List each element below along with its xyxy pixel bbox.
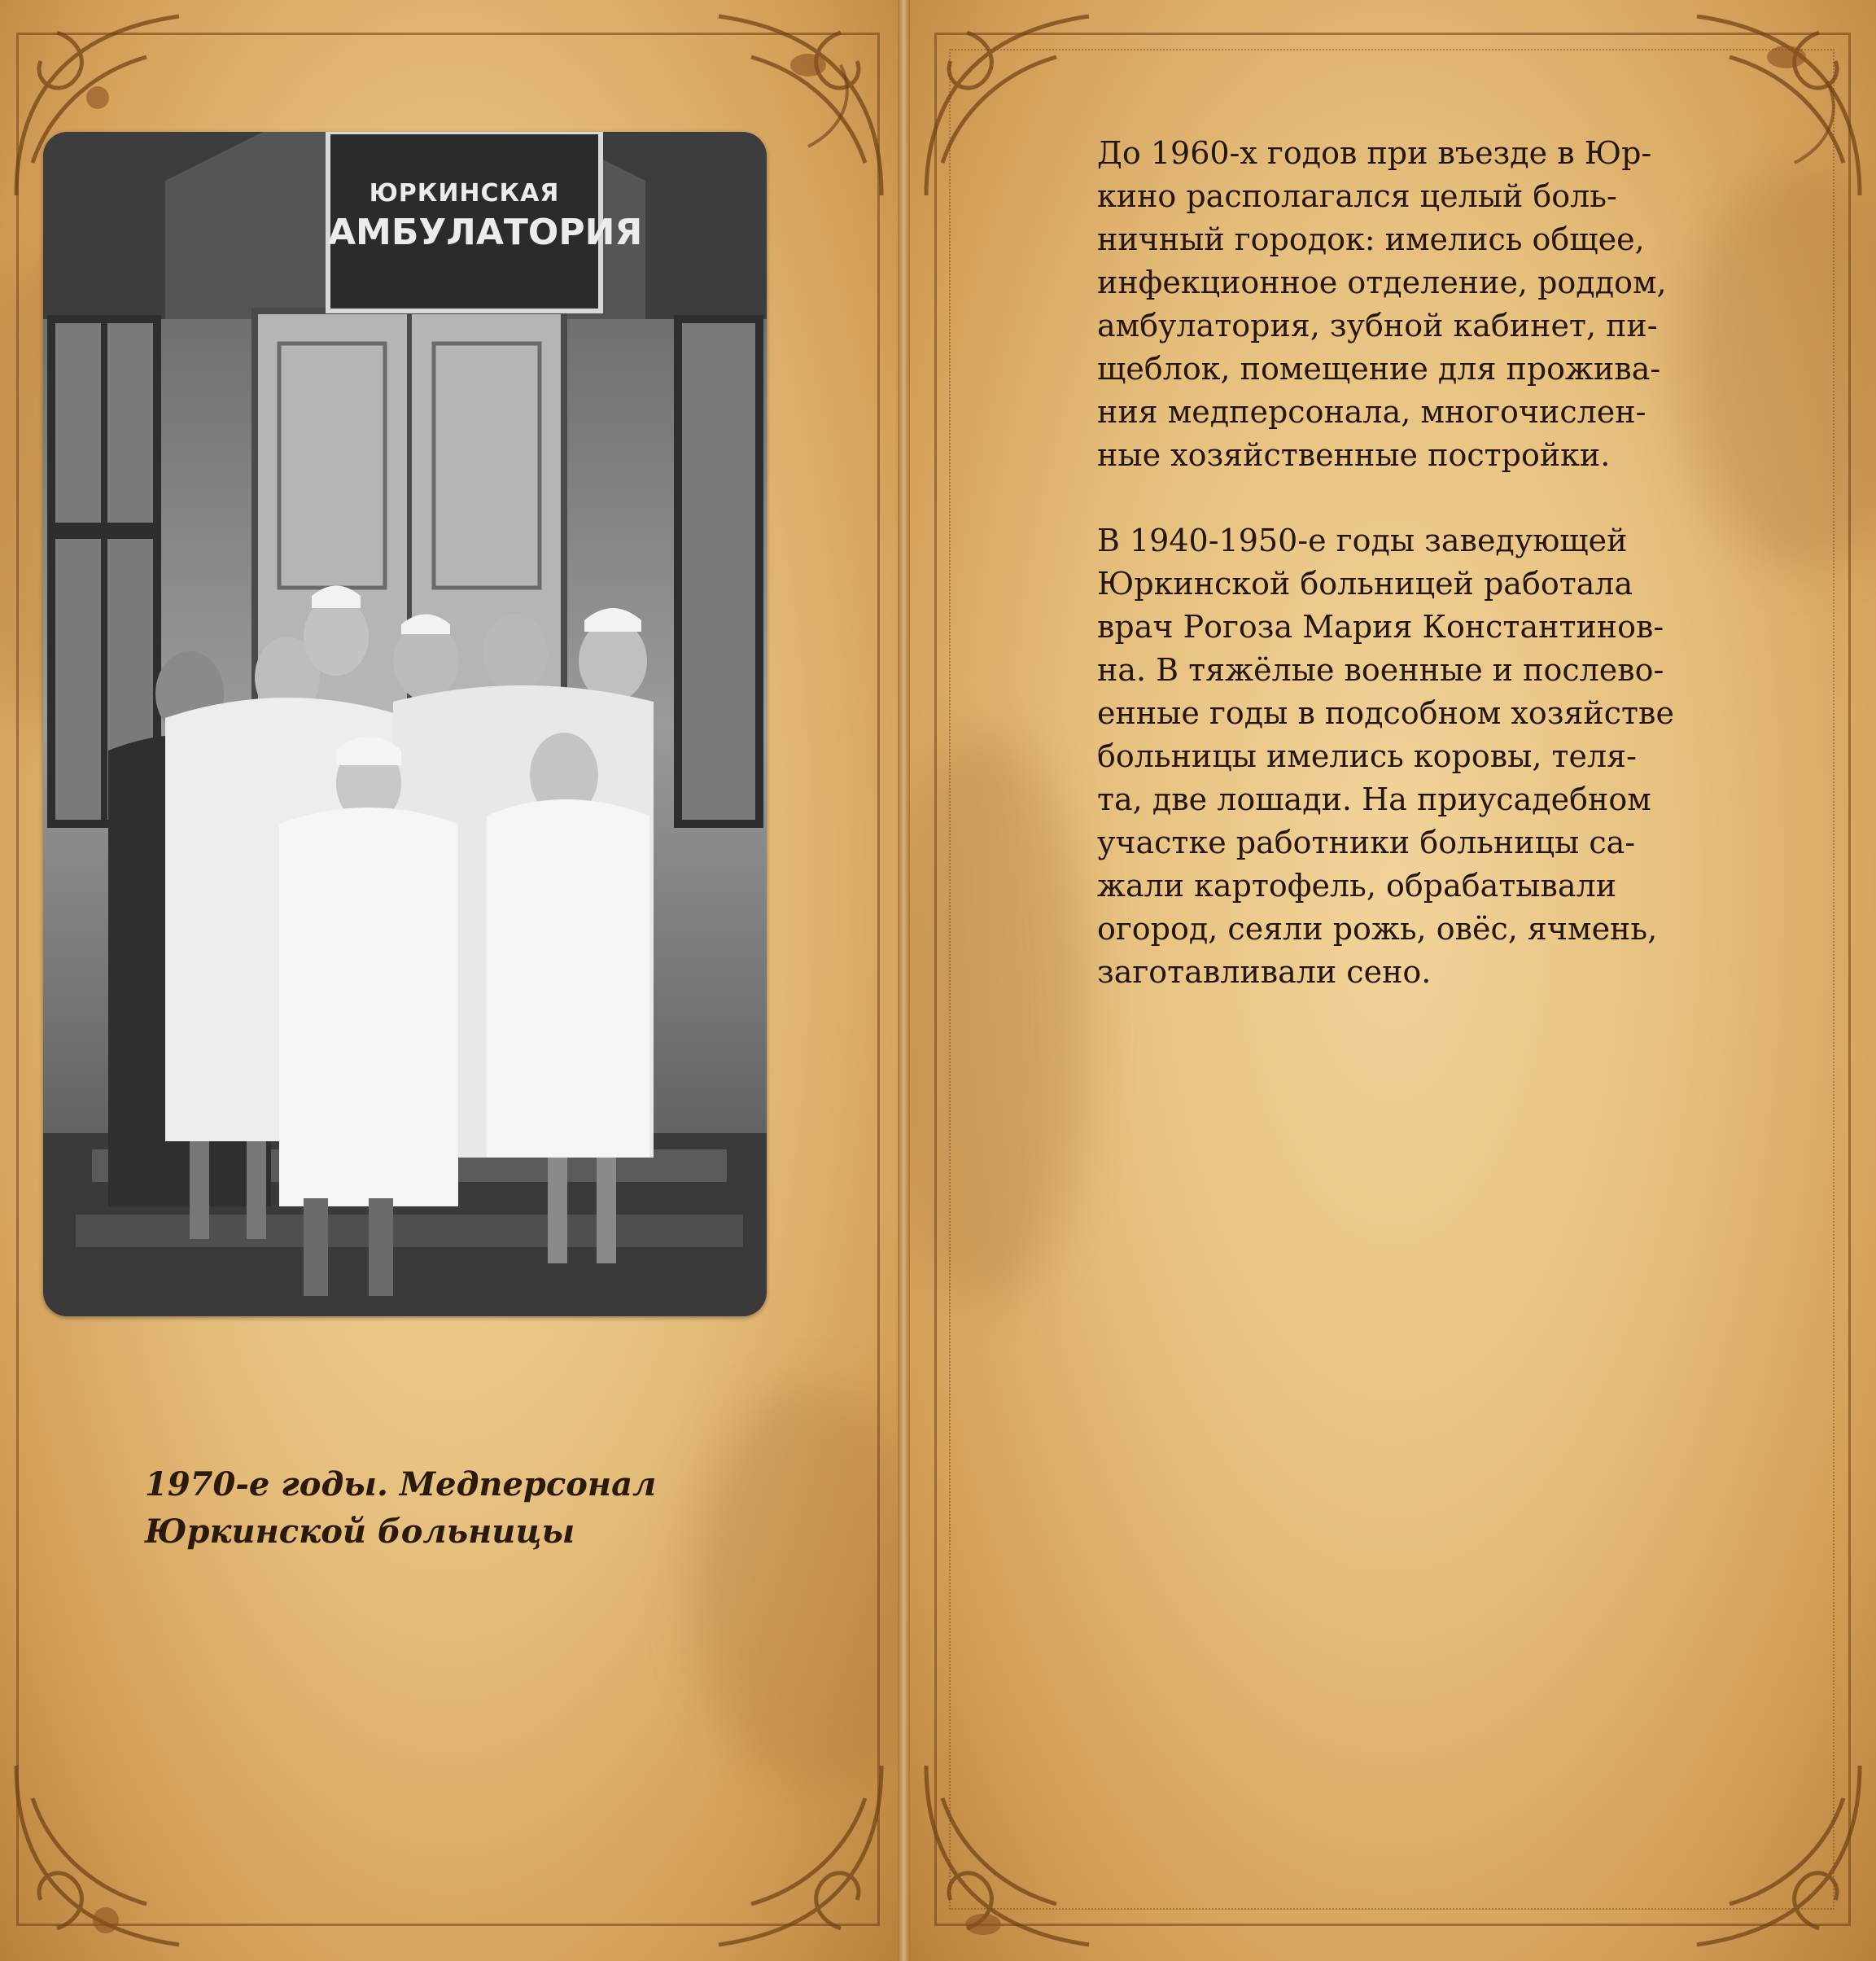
paragraph-2: В 1940-1950-е годы заведующей Юркинской больницей работала врач Рогоза Мария Константинов- на. В тяжёлые военные и послево- енные годы в подсобном хозяйстве больницы имелись коровы, теля- та, две лошади. На приусадебном участке работники больницы са- жали картофель, обрабатывали огород, сеяли рожь, овёс, ячмень, заготавливали сено.: [1097, 523, 1674, 990]
corner-ornament-icon: [1664, 1749, 1876, 1961]
photo-sign-line2: АМБУЛАТОРИЯ: [328, 212, 643, 253]
corner-ornament-icon: [910, 1749, 1122, 1961]
corner-ornament-icon: [0, 1749, 212, 1961]
photo-caption: [145, 1461, 715, 1556]
photo-sign-line1: ЮРКИНСКАЯ: [369, 179, 560, 208]
fold-line: [898, 0, 910, 1961]
caption-line-2: Юркинской больницы: [145, 1512, 575, 1551]
archival-photo: [43, 132, 767, 1316]
history-text: [1097, 132, 1709, 1036]
paragraph-1: До 1960-х годов при въезде в Юр- кино располагался целый боль- ничный городок: имелись общее, инфекционное отделение, роддом, амбулатория, зубной кабинет, пи- щеблок, помещение для прожива- ния медперсонала, многочислен- ные хозяйственные постройки.: [1097, 135, 1667, 473]
corner-ornament-icon: [910, 0, 1122, 212]
corner-ornament-icon: [686, 1749, 898, 1961]
caption-line-1: 1970-е годы. Медперсонал: [145, 1465, 657, 1504]
left-panel: [0, 0, 898, 1961]
